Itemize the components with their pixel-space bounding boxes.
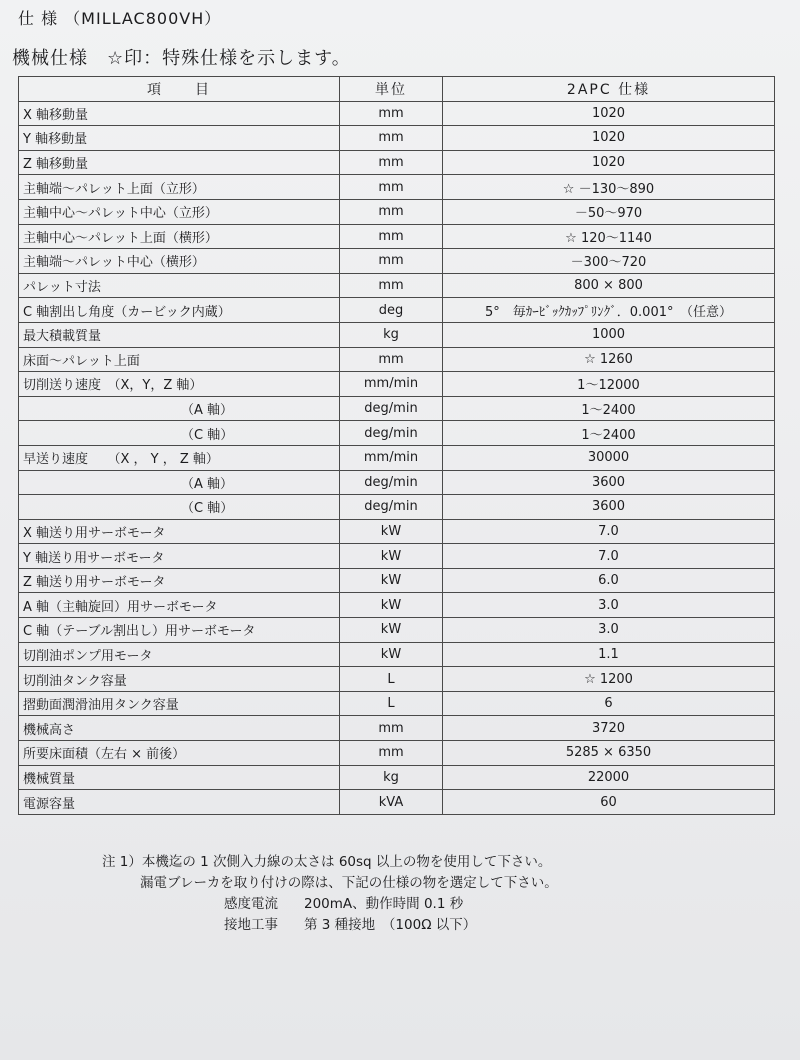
table-row [19, 445, 775, 470]
table-row [19, 175, 775, 200]
spec-unit-cell: mm [340, 199, 443, 224]
spec-unit-cell: deg/min [340, 421, 443, 446]
table-row [19, 470, 775, 495]
table-row [19, 593, 775, 618]
spec-item-cell: 早送り速度 （X ， Y ， Z 軸） [19, 445, 340, 470]
spec-item-cell: 摺動面潤滑油用タンク容量 [19, 691, 340, 716]
spec-value-cell: 3.0 [443, 593, 775, 618]
table-row [19, 495, 775, 520]
spec-unit-cell: mm [340, 249, 443, 274]
note-line-1: 注 1）本機迄の 1 次側入力線の太さは 60sq 以上の物を使用して下さい。 [102, 854, 552, 870]
spec-value-cell: ☆ 120～1140 [443, 224, 775, 249]
note-line-2: 漏電ブレーカを取り付けの際は、下記の仕様の物を選定して下さい。 [140, 875, 558, 891]
spec-unit-cell: kVA [340, 790, 443, 815]
spec-item-cell: 電源容量 [19, 790, 340, 815]
table-row [19, 101, 775, 126]
spec-item-cell: 所要床面積（左右 × 前後） [19, 741, 340, 766]
spec-unit-cell: mm [340, 741, 443, 766]
spec-unit-cell: L [340, 691, 443, 716]
table-row [19, 347, 775, 372]
spec-item-cell: 機械高さ [19, 716, 340, 741]
spec-item-cell: 床面～パレット上面 [19, 347, 340, 372]
spec-unit-cell: mm [340, 273, 443, 298]
spec-item-cell: 主軸中心～パレット上面（横形） [19, 224, 340, 249]
table-row [19, 691, 775, 716]
spec-item-cell: Y 軸移動量 [19, 126, 340, 151]
spec-value-cell: 22000 [443, 765, 775, 790]
spec-item-cell: （A 軸） [19, 470, 340, 495]
spec-unit-cell: mm [340, 175, 443, 200]
spec-value-cell: 7.0 [443, 544, 775, 569]
spec-item-cell: パレット寸法 [19, 273, 340, 298]
spec-value-cell: 3720 [443, 716, 775, 741]
spec-item-cell: 切削送り速度 （X，Y，Z 軸） [19, 372, 340, 397]
note-sensitivity-value: 200mA、動作時間 0.1 秒 [304, 896, 464, 912]
spec-table-body [19, 101, 775, 814]
spec-item-cell: C 軸（テーブル割出し）用サーボモータ [19, 618, 340, 643]
column-header-unit: 単位 [340, 77, 443, 102]
spec-value-cell: 1020 [443, 150, 775, 175]
table-row [19, 249, 775, 274]
table-row [19, 322, 775, 347]
spec-unit-cell: kW [340, 519, 443, 544]
spec-unit-cell: kW [340, 618, 443, 643]
spec-item-cell: X 軸移動量 [19, 101, 340, 126]
spec-value-cell: －50～970 [443, 199, 775, 224]
spec-item-cell: 主軸中心～パレット中心（立形） [19, 199, 340, 224]
spec-item-cell: 最大積載質量 [19, 322, 340, 347]
table-row [19, 273, 775, 298]
table-row [19, 372, 775, 397]
spec-value-cell: ☆ －130～890 [443, 175, 775, 200]
spec-unit-cell: deg [340, 298, 443, 323]
spec-item-cell: A 軸（主軸旋回）用サーボモータ [19, 593, 340, 618]
table-row [19, 642, 775, 667]
spec-item-cell: X 軸送り用サーボモータ [19, 519, 340, 544]
spec-item-cell: Z 軸移動量 [19, 150, 340, 175]
spec-value-cell: 3600 [443, 470, 775, 495]
spec-value-cell: 3600 [443, 495, 775, 520]
table-row [19, 199, 775, 224]
spec-unit-cell: mm/min [340, 445, 443, 470]
column-header-spec: 2APC 仕様 [443, 77, 775, 102]
spec-item-cell: C 軸割出し角度（カービック内蔵） [19, 298, 340, 323]
spec-item-cell: Z 軸送り用サーボモータ [19, 568, 340, 593]
spec-unit-cell: mm [340, 150, 443, 175]
spec-unit-cell: mm [340, 716, 443, 741]
spec-item-cell: 主軸端～パレット中心（横形） [19, 249, 340, 274]
spec-value-cell: 7.0 [443, 519, 775, 544]
spec-value-cell: 1000 [443, 322, 775, 347]
page-subtitle: 機械仕様 ☆印：特殊仕様を示します。 [12, 48, 351, 69]
spec-unit-cell: kg [340, 322, 443, 347]
spec-unit-cell: mm [340, 101, 443, 126]
table-row [19, 667, 775, 692]
page-title: 仕 様 （MILLAC800VH） [18, 9, 222, 28]
spec-value-cell: 5° 毎ｶｰﾋﾞｯｸｶｯﾌﾟﾘﾝｸﾞ．0.001° （任意） [443, 298, 775, 323]
spec-unit-cell: kW [340, 593, 443, 618]
table-row [19, 790, 775, 815]
note-grounding [102, 915, 558, 936]
spec-value-cell: 1～12000 [443, 372, 775, 397]
spec-unit-cell: kW [340, 544, 443, 569]
spec-item-cell: 切削油タンク容量 [19, 667, 340, 692]
spec-unit-cell: kW [340, 642, 443, 667]
spec-unit-cell: kW [340, 568, 443, 593]
note-sensitivity [102, 894, 558, 915]
spec-value-cell: ☆ 1260 [443, 347, 775, 372]
spec-item-cell: 切削油ポンプ用モータ [19, 642, 340, 667]
table-row [19, 519, 775, 544]
table-row [19, 126, 775, 151]
spec-value-cell: 1～2400 [443, 421, 775, 446]
table-row [19, 716, 775, 741]
spec-value-cell: 6.0 [443, 568, 775, 593]
spec-unit-cell: mm [340, 126, 443, 151]
table-row [19, 765, 775, 790]
footnotes [102, 852, 558, 936]
spec-value-cell: 6 [443, 691, 775, 716]
spec-item-cell: 主軸端～パレット上面（立形） [19, 175, 340, 200]
spec-item-cell: 機械質量 [19, 765, 340, 790]
note-sensitivity-label: 感度電流 [224, 896, 278, 912]
spec-value-cell: 1.1 [443, 642, 775, 667]
table-row [19, 396, 775, 421]
table-row [19, 150, 775, 175]
table-row [19, 741, 775, 766]
spec-value-cell: 800 × 800 [443, 273, 775, 298]
spec-value-cell: 30000 [443, 445, 775, 470]
spec-unit-cell: L [340, 667, 443, 692]
column-header-item: 項 目 [19, 77, 340, 102]
spec-value-cell: 1020 [443, 101, 775, 126]
spec-unit-cell: mm/min [340, 372, 443, 397]
spec-table [18, 76, 775, 815]
table-row [19, 544, 775, 569]
spec-value-cell: 1～2400 [443, 396, 775, 421]
spec-item-cell: （C 軸） [19, 421, 340, 446]
spec-value-cell: 3.0 [443, 618, 775, 643]
note-grounding-label: 接地工事 [224, 917, 278, 933]
spec-unit-cell: kg [340, 765, 443, 790]
table-row [19, 298, 775, 323]
spec-unit-cell: deg/min [340, 495, 443, 520]
spec-item-cell: Y 軸送り用サーボモータ [19, 544, 340, 569]
table-row [19, 421, 775, 446]
spec-value-cell: 5285 × 6350 [443, 741, 775, 766]
spec-unit-cell: mm [340, 224, 443, 249]
table-row [19, 224, 775, 249]
spec-value-cell: －300～720 [443, 249, 775, 274]
table-row [19, 568, 775, 593]
table-row [19, 618, 775, 643]
spec-value-cell: 60 [443, 790, 775, 815]
spec-unit-cell: mm [340, 347, 443, 372]
spec-value-cell: 1020 [443, 126, 775, 151]
spec-unit-cell: deg/min [340, 396, 443, 421]
note-grounding-value: 第 3 種接地 （100Ω 以下） [304, 917, 477, 933]
spec-item-cell: （A 軸） [19, 396, 340, 421]
spec-value-cell: ☆ 1200 [443, 667, 775, 692]
spec-item-cell: （C 軸） [19, 495, 340, 520]
table-header-row [19, 77, 775, 102]
spec-unit-cell: deg/min [340, 470, 443, 495]
